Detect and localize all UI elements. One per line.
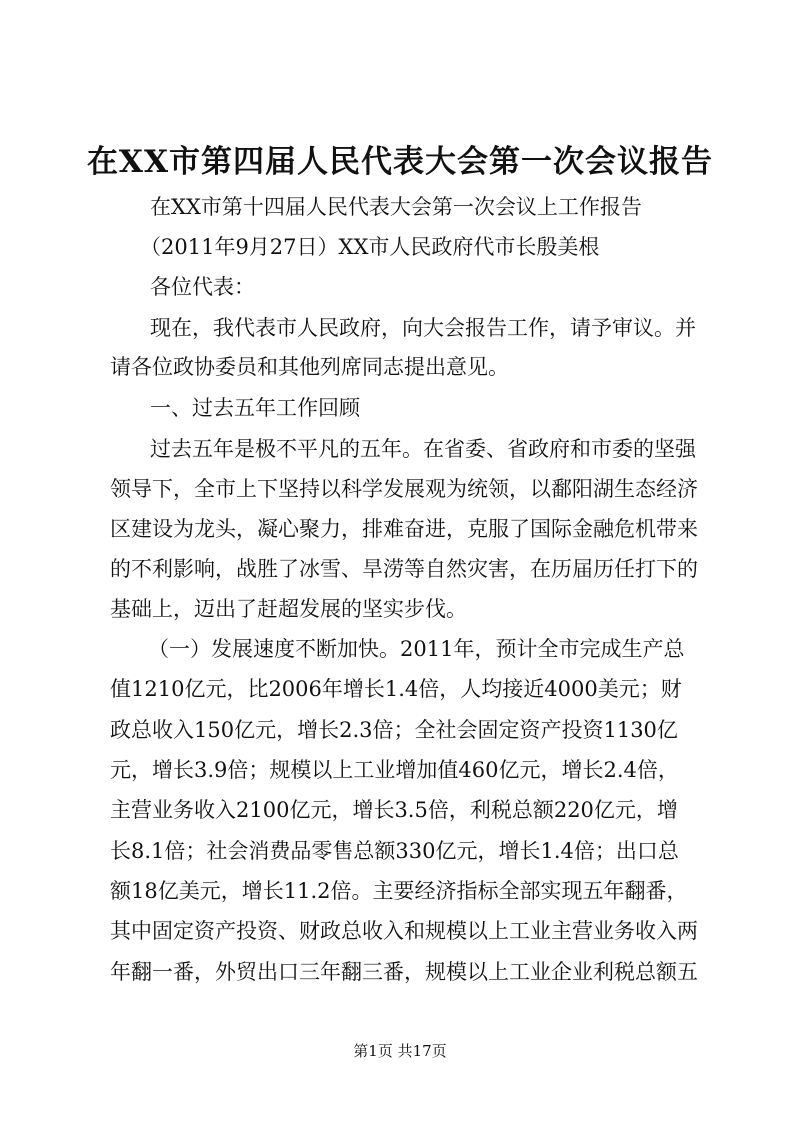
paragraph-line: 主营业务收入2100亿元，增长3.5倍，利税总额220亿元，增 — [110, 798, 678, 822]
paragraph-line: 的不利影响，战胜了冰雪、旱涝等自然灾害，在历届历任打下的 — [110, 557, 698, 581]
paragraph-line: 过去五年是极不平凡的五年。在省委、省政府和市委的坚强 — [150, 437, 696, 461]
paragraph-line: 长8.1倍；社会消费品零售总额330亿元，增长1.4倍；出口总 — [110, 839, 679, 863]
document-title: 在XX市第四届人民代表大会第一次会议报告 — [86, 144, 714, 180]
salutation: 各位代表： — [150, 275, 255, 299]
paragraph-line: 基础上，迈出了赶超发展的坚实步伐。 — [110, 597, 467, 621]
subtitle-line: 在XX市第十四届人民代表大会第一次会议上工作报告 — [150, 195, 642, 219]
paragraph-line: 请各位政协委员和其他列席同志提出意见。 — [110, 355, 509, 379]
paragraph-line: 领导下，全市上下坚持以科学发展观为统领，以鄱阳湖生态经济 — [110, 477, 698, 501]
date-author-line: （2011年9月27日）XX市人民政府代市长殷美根 — [140, 235, 600, 259]
page-footer: 第1页 共17页 — [353, 1042, 447, 1060]
paragraph-line: （一）发展速度不断加快。2011年，预计全市完成生产总 — [148, 637, 685, 661]
paragraph-line: 元，增长3.9倍；规模以上工业增加值460亿元，增长2.4倍， — [110, 758, 679, 782]
paragraph-line: 现在，我代表市人民政府，向大会报告工作，请予审议。并 — [150, 316, 696, 340]
section-heading: 一、过去五年工作回顾 — [150, 396, 360, 420]
paragraph-line: 年翻一番，外贸出口三年翻三番，规模以上工业企业利税总额五 — [110, 960, 698, 984]
paragraph-line: 额18亿美元，增长11.2倍。主要经济指标全部实现五年翻番， — [110, 879, 688, 903]
paragraph-line: 区建设为龙头，凝心聚力，排难奋进，克服了国际金融危机带来 — [110, 517, 698, 541]
paragraph-line: 政总收入150亿元，增长2.3倍；全社会固定资产投资1130亿 — [110, 718, 678, 742]
paragraph-line: 值1210亿元，比2006年增长1.4倍，人均接近4000美元；财 — [110, 677, 682, 701]
paragraph-line: 其中固定资产投资、财政总收入和规模以上工业主营业务收入两 — [110, 919, 698, 943]
